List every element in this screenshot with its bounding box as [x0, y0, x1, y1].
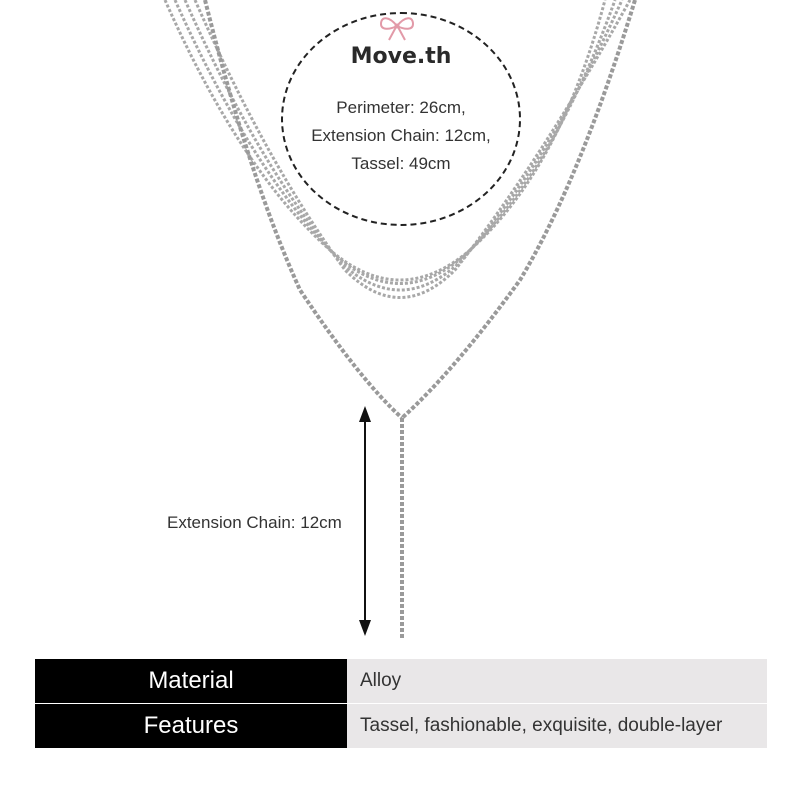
dimension-badge — [281, 12, 521, 226]
double-arrow-icon — [359, 406, 371, 636]
spec-perimeter: Perimeter: 26cm, — [336, 98, 466, 117]
brand-name: Move.th — [350, 44, 452, 69]
spec-list — [283, 94, 519, 178]
extension-label: Extension Chain: 12cm — [167, 513, 342, 532]
bow-icon — [377, 14, 417, 42]
features-value: Tassel, fashionable, exquisite, double-layer — [347, 704, 767, 748]
features-key: Features — [35, 704, 347, 748]
material-value: Alloy — [347, 659, 767, 703]
table-row-features — [35, 704, 767, 748]
material-key: Material — [35, 659, 347, 703]
spec-extension: Extension Chain: 12cm, — [311, 126, 491, 145]
table-row-material — [35, 659, 767, 703]
spec-tassel: Tassel: 49cm — [351, 154, 451, 173]
